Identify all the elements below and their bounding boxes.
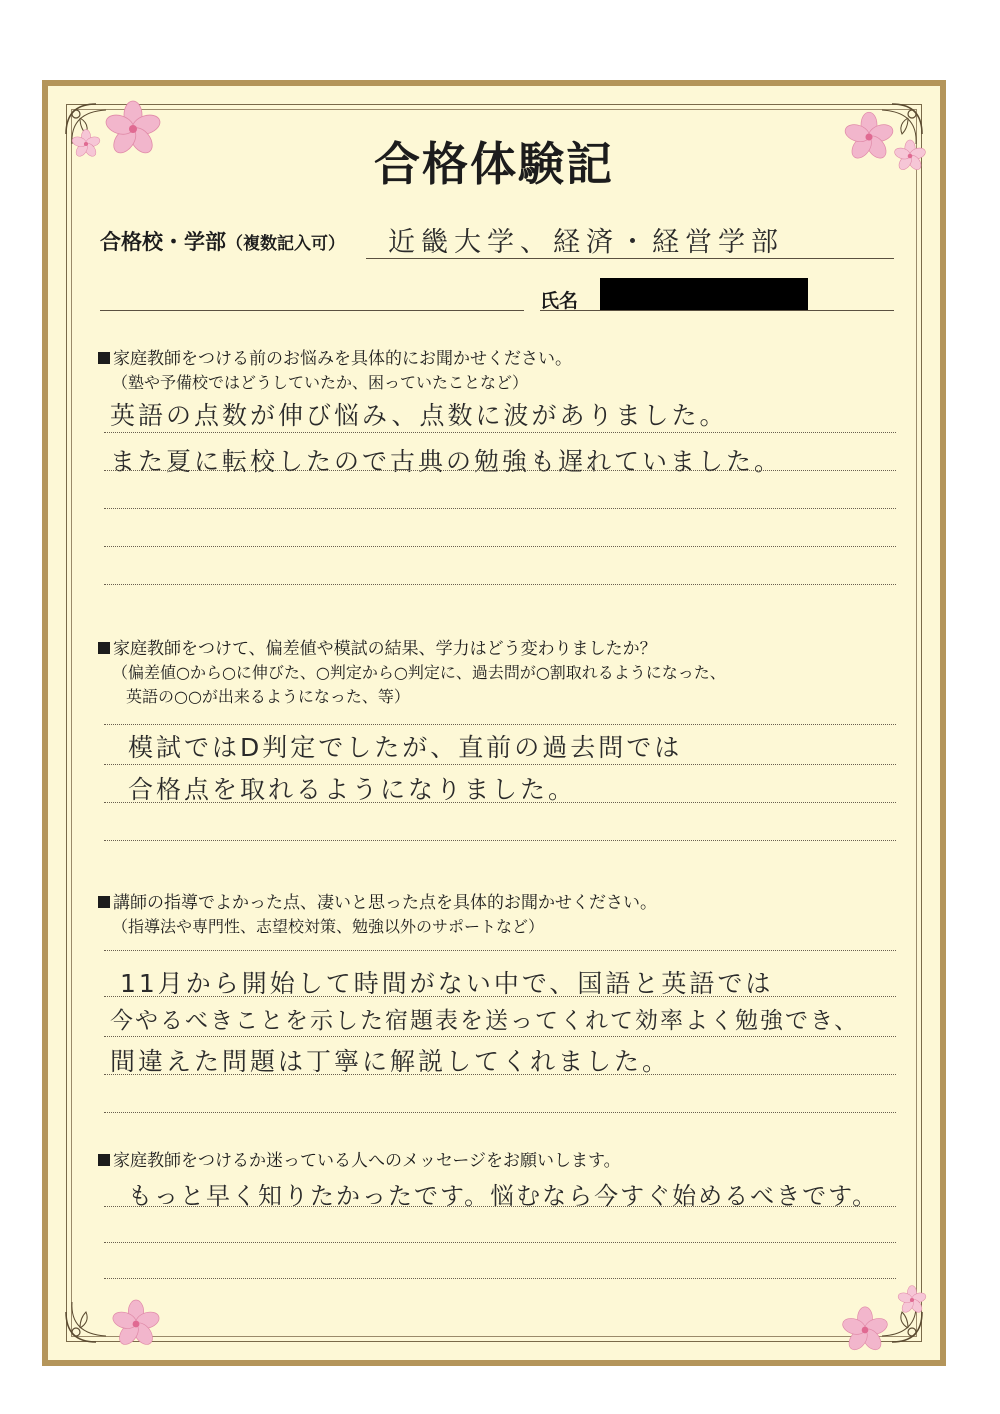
question-4-answer-line: もっと早く知りたかったです。悩むなら今すぐ始めるべきです。 — [128, 1182, 879, 1210]
name-underline — [540, 310, 894, 311]
question-4-heading: 家庭教師をつけるか迷っている人へのメッセージをお願いします。 — [98, 1146, 621, 1171]
answer-rule — [104, 1074, 896, 1075]
answer-rule — [104, 996, 896, 997]
name-redaction — [600, 278, 808, 311]
cherry-blossom-icon — [894, 1282, 930, 1318]
answer-rule — [104, 802, 896, 803]
answer-rule — [104, 1206, 896, 1207]
answer-rule — [104, 584, 896, 585]
answer-rule — [104, 950, 896, 951]
question-3-note: （指導法や専門性、志望校対策、勉強以外のサポートなど） — [112, 917, 545, 936]
answer-rule — [104, 1112, 896, 1113]
school-label-note: （複数記入可） — [226, 234, 345, 254]
cherry-blossom-icon — [106, 1294, 166, 1354]
answer-rule — [104, 724, 896, 725]
blank-underline — [100, 310, 524, 311]
school-label — [100, 226, 345, 256]
question-2-answer-line: 合格点を取れるようになりました。 — [128, 775, 577, 804]
question-3-answer-line: 間違えた問題は丁寧に解説してくれました。 — [110, 1047, 671, 1076]
question-3-answer-line: 11月から開始して時間がない中で、国語と英語では — [120, 969, 774, 998]
answer-rule — [104, 470, 896, 471]
answer-rule — [104, 764, 896, 765]
school-underline — [366, 258, 894, 259]
question-1-answer-line: また夏に転校したので古典の勉強も遅れていました。 — [110, 447, 783, 476]
question-2-heading: 家庭教師をつけて、偏差値や模試の結果、学力はどう変わりましたか？ — [98, 634, 657, 659]
page-title: 合格体験記 — [374, 137, 614, 191]
name-label: 氏名 — [540, 290, 579, 312]
answer-rule — [104, 1278, 896, 1279]
question-2-answer-line: 模試ではD判定でしたが、直前の過去問では — [128, 733, 683, 762]
answer-rule — [104, 1242, 896, 1243]
cherry-blossom-icon — [836, 1301, 894, 1359]
answer-rule — [104, 840, 896, 841]
answer-rule — [104, 546, 896, 547]
certificate-frame — [42, 80, 946, 1366]
answer-rule — [104, 1036, 896, 1037]
answer-rule — [104, 432, 896, 433]
answer-rule — [104, 508, 896, 509]
school-label-text: 合格校・学部 — [100, 230, 226, 254]
question-3-heading: 講師の指導でよかった点、凄いと思った点を具体的お聞かせください。 — [98, 888, 657, 913]
question-1-answer-line: 英語の点数が伸び悩み、点数に波がありました。 — [110, 401, 728, 430]
question-3-answer-line: 今やるべきことを示した宿題表を送ってくれて効率よく勉強でき、 — [110, 1008, 860, 1034]
question-1-heading: 家庭教師をつける前のお悩みを具体的にお聞かせください。 — [98, 344, 572, 369]
question-2-note: （偏差値○から○に伸びた、○判定から○判定に、過去問が○割取れるようになった、 — [112, 663, 726, 682]
question-1-note: （塾や予備校ではどうしていたか、困っていたことなど） — [112, 373, 529, 392]
question-2-note: 英語の○○が出来るようになった、等） — [126, 687, 410, 706]
school-value[interactable]: 近畿大学、経済・経営学部 — [388, 227, 784, 258]
